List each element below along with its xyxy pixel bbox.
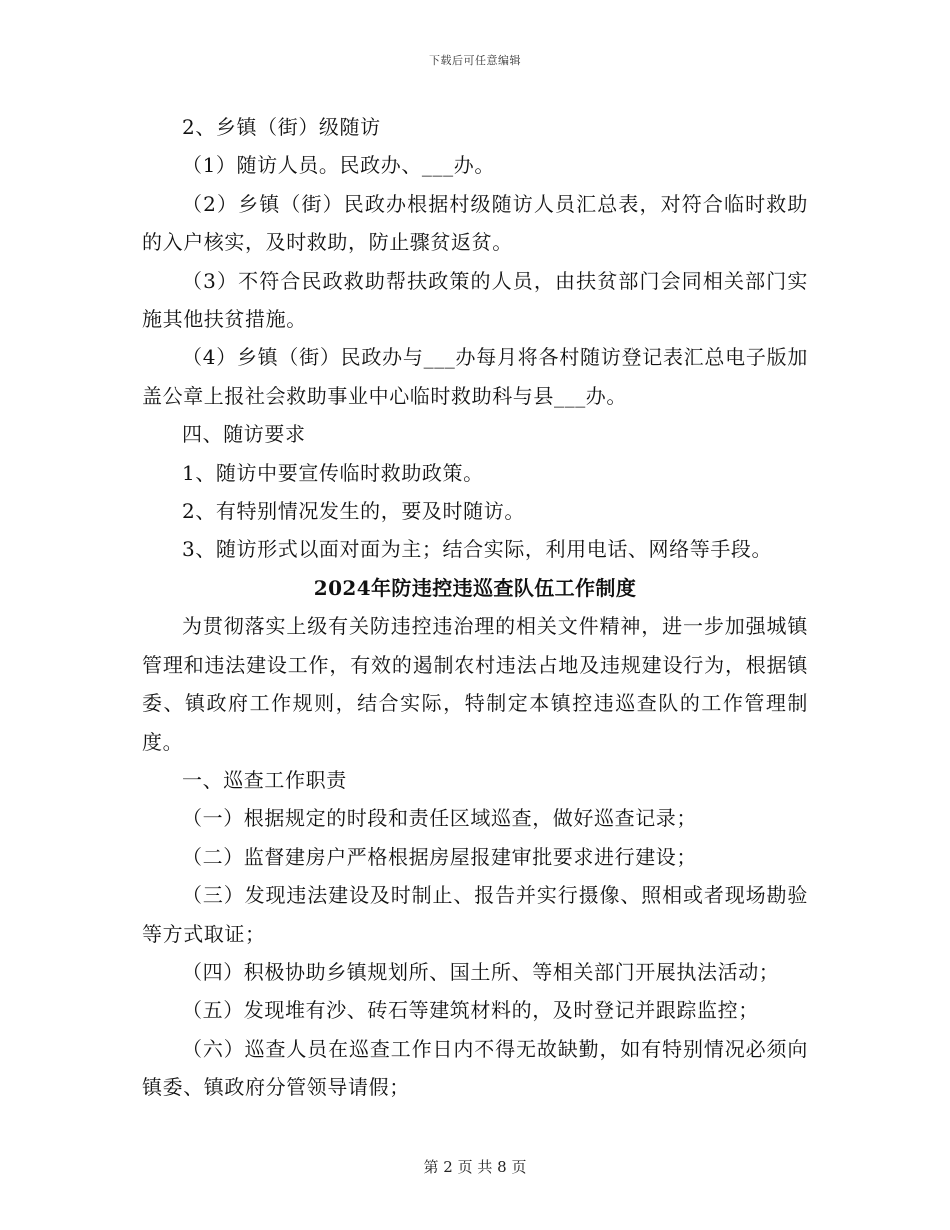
paragraph-town-level-followup-heading: 2、乡镇（街）级随访 — [182, 115, 381, 139]
paragraph-requirement-2: 2、有特别情况发生的，要及时随访。 — [182, 499, 525, 524]
paragraph-duty-6: （六）巡查人员在巡查工作日内不得无故缺勤，如有特别情况必须向镇委、镇政府分管领导请假； — [142, 1036, 808, 1100]
paragraph-followup-requirements-heading: 四、随访要求 — [182, 422, 306, 447]
paragraph-monthly-report: （4）乡镇（街）民政办与___办每月将各村随访登记表汇总电子版加盖公章上报社会救助事业中心临时救助科与县___办。 — [142, 345, 808, 408]
document-title: 2024年防违控违巡查队伍工作制度 — [313, 575, 637, 600]
paragraph-followup-personnel: （1）随访人员。民政办、___办。 — [182, 153, 495, 178]
paragraph-requirement-3: 3、随访形式以面对面为主；结合实际，利用电话、网络等手段。 — [182, 537, 773, 562]
paragraph-duty-3: （三）发现违法建设及时制止、报告并实行摄像、照相或者现场勘验等方式取证； — [142, 883, 808, 946]
paragraph-home-verification: （2）乡镇（街）民政办根据村级随访人员汇总表，对符合临时救助的入户核实，及时救助，防止骤贫返贫。 — [142, 191, 808, 255]
paragraph-intro: 为贯彻落实上级有关防违控违治理的相关文件精神，进一步加强城镇管理和违法建设工作，有效的遏制农村违法占地及违规建设行为，根据镇委、镇政府工作规则，结合实际，特制定本镇控违巡查队的工作管理制度。 — [142, 614, 808, 754]
page-number-footer: 第 2 页 共 8 页 — [423, 1158, 527, 1176]
paragraph-duties-heading: 一、巡查工作职责 — [182, 767, 347, 792]
paragraph-duty-5: （五）发现堆有沙、砖石等建筑材料的，及时登记并跟踪监控； — [182, 998, 759, 1023]
paragraph-duty-2: （二）监督建房户严格根据房屋报建审批要求进行建设； — [182, 844, 697, 869]
paragraph-duty-4: （四）积极协助乡镇规划所、国土所、等相关部门开展执法活动； — [182, 959, 780, 984]
paragraph-duty-1: （一）根据规定的时段和责任区域巡查，做好巡查记录； — [182, 806, 697, 831]
paragraph-other-poverty-measures: （3）不符合民政救助帮扶政策的人员，由扶贫部门会同相关部门实施其他扶贫措施。 — [142, 268, 808, 332]
document-body — [142, 108, 808, 1107]
paragraph-requirement-1: 1、随访中要宣传临时救助政策。 — [182, 460, 484, 485]
page-header-note: 下载后可任意编辑 — [429, 54, 521, 67]
